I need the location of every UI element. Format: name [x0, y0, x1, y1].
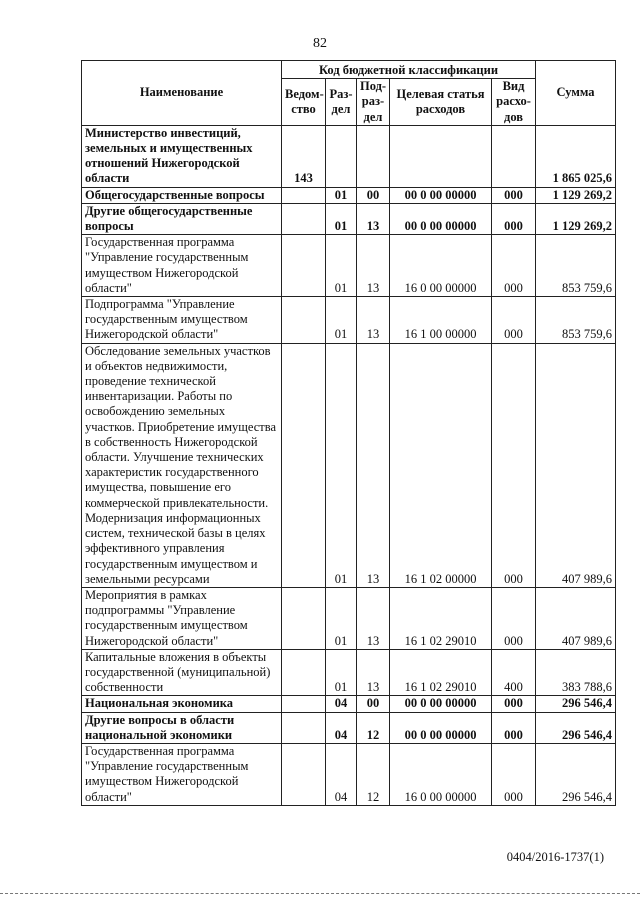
header-name: Наименование: [82, 61, 282, 126]
cell-vid: 000: [492, 235, 536, 297]
cell-summa: 1 129 269,2: [536, 203, 616, 234]
cell-summa: 407 989,6: [536, 343, 616, 587]
cell-tselevaya: 16 0 00 00000: [390, 235, 492, 297]
cell-summa: 407 989,6: [536, 587, 616, 649]
cell-vid: 000: [492, 587, 536, 649]
cell-podrazdel: 13: [357, 235, 390, 297]
cell-tselevaya: 16 1 02 29010: [390, 649, 492, 696]
cell-vid: 000: [492, 203, 536, 234]
cell-razdel: 01: [326, 187, 357, 203]
table-row: [82, 696, 616, 712]
cell-vid: 000: [492, 743, 536, 805]
cell-vedomstvo: [282, 649, 326, 696]
cell-vedomstvo: [282, 712, 326, 743]
cell-podrazdel: 13: [357, 343, 390, 587]
cell-razdel: 01: [326, 203, 357, 234]
cell-podrazdel: 00: [357, 696, 390, 712]
cell-tselevaya: 00 0 00 00000: [390, 203, 492, 234]
table-row: [82, 649, 616, 696]
cell-name: Другие общегосударственные вопросы: [82, 203, 282, 234]
cell-name: Государственная программа "Управление государственным имуществом Нижегородской области": [82, 235, 282, 297]
cell-podrazdel: 12: [357, 712, 390, 743]
cell-vedomstvo: [282, 743, 326, 805]
cell-vedomstvo: [282, 696, 326, 712]
cell-razdel: 01: [326, 343, 357, 587]
header-razdel: Раз-дел: [326, 79, 357, 126]
cell-razdel: 04: [326, 743, 357, 805]
cell-razdel: 04: [326, 712, 357, 743]
cell-vedomstvo: [282, 343, 326, 587]
cell-summa: 853 759,6: [536, 235, 616, 297]
table-row: [82, 187, 616, 203]
cell-summa: 1 129 269,2: [536, 187, 616, 203]
table-row: [82, 743, 616, 805]
cell-podrazdel: 13: [357, 297, 390, 344]
table-row: [82, 343, 616, 587]
cell-vid: 000: [492, 696, 536, 712]
cell-vedomstvo: [282, 203, 326, 234]
cell-podrazdel: 13: [357, 649, 390, 696]
cell-name: Государственная программа "Управление государственным имуществом Нижегородской области": [82, 743, 282, 805]
cell-tselevaya: 16 1 02 00000: [390, 343, 492, 587]
cell-name: Национальная экономика: [82, 696, 282, 712]
header-tselevaya: Целевая статья расходов: [390, 79, 492, 126]
cell-razdel: [326, 125, 357, 187]
cell-tselevaya: 16 1 02 29010: [390, 587, 492, 649]
cell-summa: 296 546,4: [536, 743, 616, 805]
cell-summa: 853 759,6: [536, 297, 616, 344]
cell-tselevaya: 00 0 00 00000: [390, 696, 492, 712]
cell-razdel: 01: [326, 297, 357, 344]
cell-podrazdel: 12: [357, 743, 390, 805]
cell-name: Подпрограмма "Управление государственным имуществом Нижегородской области": [82, 297, 282, 344]
cell-tselevaya: 00 0 00 00000: [390, 187, 492, 203]
cell-summa: 296 546,4: [536, 712, 616, 743]
cell-razdel: 04: [326, 696, 357, 712]
cell-vedomstvo: [282, 587, 326, 649]
cell-name: Другие вопросы в области национальной экономики: [82, 712, 282, 743]
cell-podrazdel: 00: [357, 187, 390, 203]
cell-podrazdel: 13: [357, 203, 390, 234]
header-code-group: Код бюджетной классификации: [282, 61, 536, 79]
cell-summa: 296 546,4: [536, 696, 616, 712]
cell-vid: 000: [492, 712, 536, 743]
table-row: [82, 203, 616, 234]
header-vid: Вид расхо-дов: [492, 79, 536, 126]
header-vedomstvo: Ведом-ство: [282, 79, 326, 126]
table-row: [82, 712, 616, 743]
cell-podrazdel: 13: [357, 587, 390, 649]
cell-summa: 383 788,6: [536, 649, 616, 696]
cell-vid: 000: [492, 297, 536, 344]
cell-vedomstvo: [282, 235, 326, 297]
cell-name: Министерство инвестиций, земельных и имущественных отношений Нижегородской области: [82, 125, 282, 187]
cell-name: Капитальные вложения в объекты государственной (муниципальной) собственности: [82, 649, 282, 696]
document-code: 0404/2016-1737(1): [506, 850, 604, 864]
cell-vid: 000: [492, 343, 536, 587]
cell-tselevaya: 16 1 00 00000: [390, 297, 492, 344]
cell-vedomstvo: [282, 187, 326, 203]
cell-vid: [492, 125, 536, 187]
cell-name: Обследование земельных участков и объектов недвижимости, проведение технической инвентаризации. Работы по освобождению земельных участков. Приобретение имущества в собственность Нижегородской области. Улучшение технических характеристик государственного имущества, повышение его коммерческой привлекательности. Модернизация информационных систем, технической базы в целях эффективного управления государственным имуществом и земельными ресурсами: [82, 343, 282, 587]
cell-razdel: 01: [326, 587, 357, 649]
table-body: [82, 125, 616, 805]
scan-edge-line: [0, 893, 640, 894]
cell-razdel: 01: [326, 649, 357, 696]
cell-summa: 1 865 025,6: [536, 125, 616, 187]
table-row: [82, 297, 616, 344]
table-row: [82, 587, 616, 649]
header-podrazdel: Под-раз-дел: [357, 79, 390, 126]
cell-tselevaya: 16 0 00 00000: [390, 743, 492, 805]
cell-tselevaya: 00 0 00 00000: [390, 712, 492, 743]
cell-tselevaya: [390, 125, 492, 187]
cell-vedomstvo: [282, 297, 326, 344]
cell-name: Общегосударственные вопросы: [82, 187, 282, 203]
table-row: [82, 235, 616, 297]
cell-vedomstvo: 143: [282, 125, 326, 187]
cell-name: Мероприятия в рамках подпрограммы "Управление государственным имуществом Нижегородской области": [82, 587, 282, 649]
header-summa: Сумма: [536, 61, 616, 126]
page-number: 82: [313, 36, 327, 51]
cell-razdel: 01: [326, 235, 357, 297]
cell-podrazdel: [357, 125, 390, 187]
header-row-1: [82, 61, 616, 79]
table-row: [82, 125, 616, 187]
budget-table: [81, 60, 616, 806]
cell-vid: 400: [492, 649, 536, 696]
cell-vid: 000: [492, 187, 536, 203]
